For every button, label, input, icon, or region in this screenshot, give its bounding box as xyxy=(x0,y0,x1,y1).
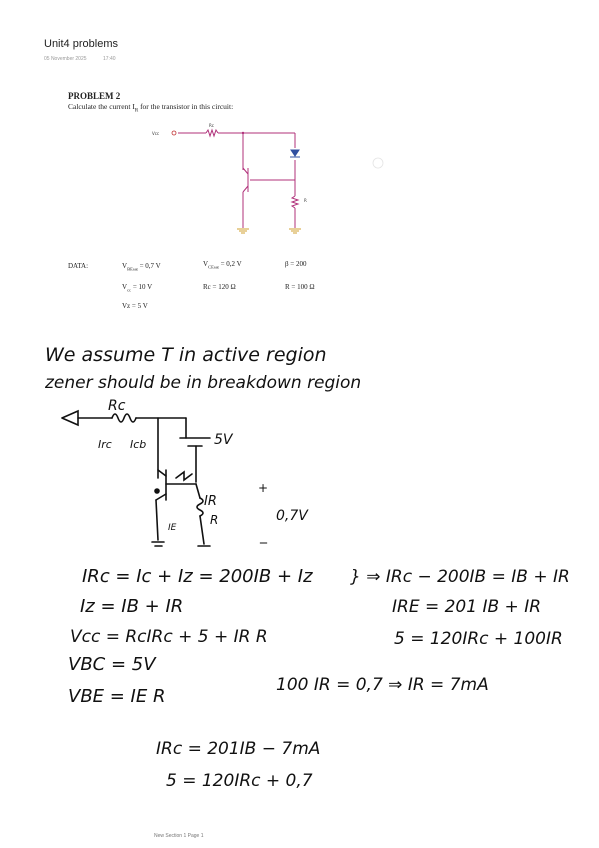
problem-prompt: Calculate the current $I_R$ for the transistor in this circuit: xyxy=(68,102,234,114)
rc-label: Rc xyxy=(209,123,214,128)
data-vce: $V_{CEsat} = 0,2$ V xyxy=(203,260,242,270)
data-rc: Rc = 120 Ω xyxy=(203,283,236,291)
hw-icb: Icb xyxy=(130,438,147,451)
hw-eq6: IRc = 201IB − 7mA xyxy=(156,739,321,759)
vcc-label: Vcc xyxy=(152,131,160,136)
data-r: R = 100 Ω xyxy=(285,283,315,291)
hw-eq2: Iz = IB + IR xyxy=(80,596,184,617)
hw-ie: IE xyxy=(168,523,177,533)
hw-minus: _ xyxy=(260,528,267,544)
problem-heading: PROBLEM 2 xyxy=(68,91,121,101)
hw-5v: 5V xyxy=(214,432,233,448)
page-time: 17:40 xyxy=(103,56,116,62)
hw-line2: zener should be in breakdown region xyxy=(45,373,362,393)
r-label: R xyxy=(304,198,307,203)
hw-rc: Rc xyxy=(108,398,126,414)
hw-eq7: 5 = 120IRc + 0,7 xyxy=(166,771,313,791)
hw-ir: IR xyxy=(204,494,217,509)
hw-eq2b: IRE = 201 IB + IR xyxy=(392,597,542,617)
hw-eq3b: 5 = 120IRc + 100IR xyxy=(394,629,563,649)
data-vbe: $V_{BEsat} = 0,7$ V xyxy=(122,262,161,272)
page-footer: New Section 1 Page 1 xyxy=(154,833,204,839)
hw-eq5: VBE = IE R xyxy=(68,686,166,707)
data-label: DATA: xyxy=(68,262,89,270)
hw-eq5b: 100 IR = 0,7 ⇒ IR = 7mA xyxy=(276,675,489,695)
page-date: 05 November 2025 xyxy=(44,56,87,62)
hw-07v: 0,7V xyxy=(276,508,308,524)
hw-line1: We assume T in active region xyxy=(45,344,327,366)
hw-plus: + xyxy=(258,481,269,495)
hw-eq1b: } ⇒ IRc − 200IB = IB + IR xyxy=(350,567,570,587)
hw-r: R xyxy=(210,513,219,527)
data-vz: Vz = 5 V xyxy=(122,302,148,310)
data-vcc: $V_{cc} = 10$ V xyxy=(122,283,153,293)
hand-circuit-sketch xyxy=(62,411,210,546)
hw-irc: Irc xyxy=(98,438,112,451)
hw-eq3: Vcc = RcIRc + 5 + IR R xyxy=(70,627,268,647)
data-beta: β = 200 xyxy=(285,260,307,268)
hw-eq1: IRc = Ic + Iz = 200IB + Iz xyxy=(82,566,313,587)
page-title: Unit4 problems xyxy=(44,38,118,50)
hw-eq4: VBC = 5V xyxy=(68,654,156,675)
